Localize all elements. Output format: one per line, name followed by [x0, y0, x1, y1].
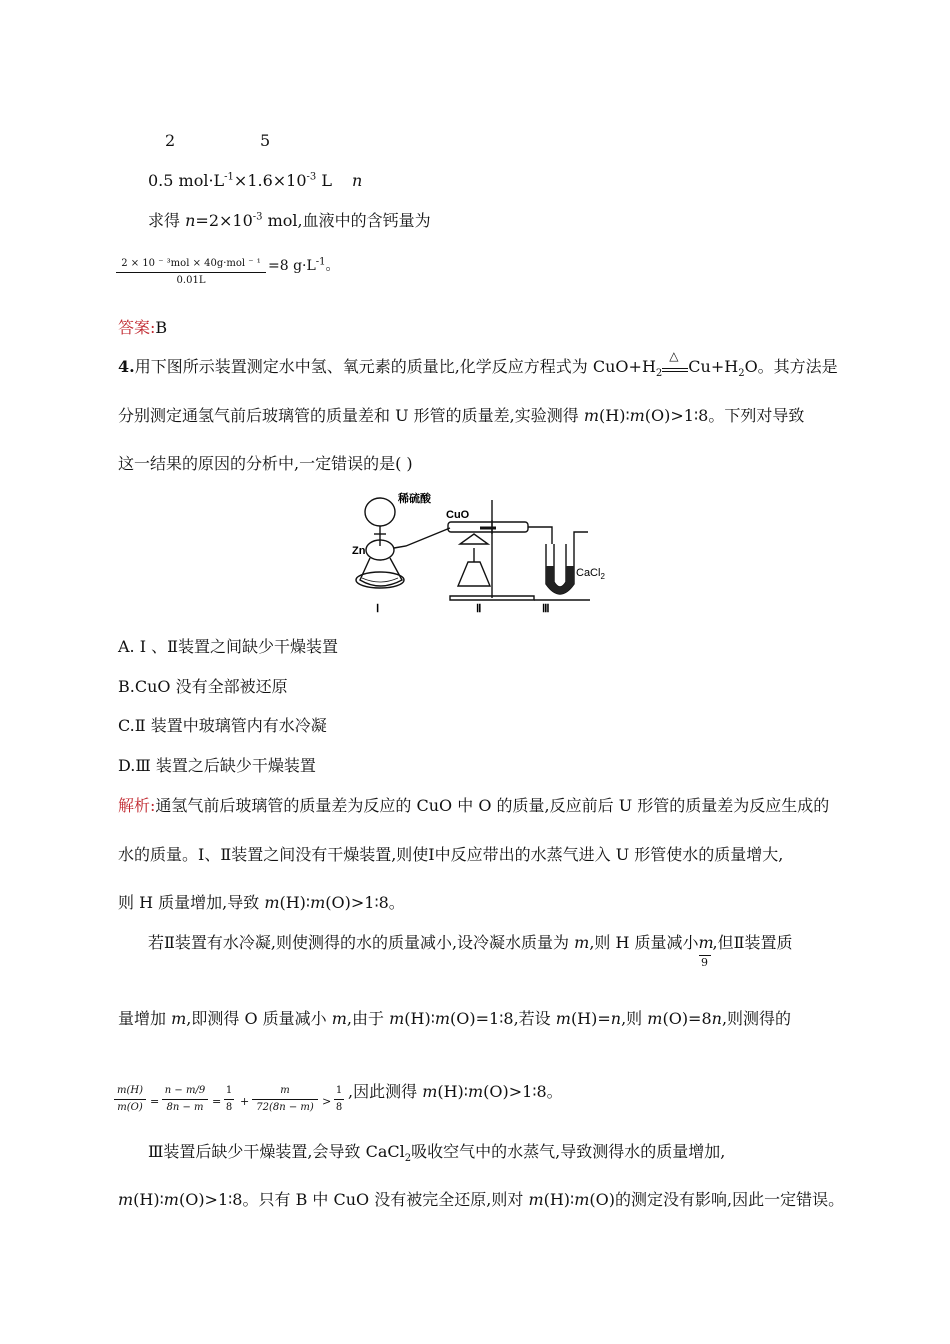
analysis-text: ,则测得的 [721, 1009, 792, 1028]
var-m: m [555, 1009, 571, 1028]
calc-var: n [185, 211, 196, 230]
question-text: 分别测定通氢气前后玻璃管的质量差和 U 形管的质量差,实验测得 [118, 406, 584, 425]
calc-text: 0.5 mol·L [148, 171, 225, 190]
eq-tail [348, 1082, 563, 1102]
eq-fraction-5 [334, 1085, 344, 1114]
eq-fraction-3 [224, 1085, 234, 1114]
analysis-text: ,由于 [346, 1009, 390, 1028]
analysis-p2-line-2 [118, 1009, 791, 1029]
analysis-p3-line-1 [148, 1142, 726, 1165]
calc-sup: -3 [252, 211, 263, 223]
question-line-3: 这一结果的原因的分析中,一定错误的是( ) [118, 454, 413, 473]
label-cacl2-text: CaCl [576, 567, 601, 579]
option-b: B.CuO 没有全部被还原 [118, 677, 288, 696]
heating-equals-sign [662, 349, 688, 372]
calc-text: =2×10 [195, 211, 253, 230]
analysis-text: (O)=8 [662, 1009, 712, 1028]
label-cuo: CuO [446, 509, 470, 521]
analysis-text: (O)>1∶8。只有 B 中 CuO 没有被完全还原,则对 [178, 1190, 529, 1209]
analysis-text: (H)∶ [543, 1190, 575, 1209]
analysis-text: (H)∶ [133, 1190, 164, 1209]
fraction-denominator: 72(8n − m) [256, 1102, 314, 1113]
var-m: m [118, 1190, 134, 1209]
var-n: n [711, 1009, 722, 1028]
label-cacl2-sub: 2 [600, 572, 605, 581]
analysis-line-3 [118, 893, 405, 913]
label-i: Ⅰ [376, 603, 380, 615]
var-n: n [610, 1009, 622, 1028]
calcium-result [268, 256, 340, 276]
eq-fraction-4 [252, 1085, 318, 1114]
analysis-line-2: 水的质量。Ⅰ、Ⅱ装置之间没有干燥装置,则使Ⅰ中反应带出的水蒸气进入 U 形管使水的质量增大, [118, 845, 784, 864]
fraction-bar [116, 272, 266, 273]
delta-icon: △ [669, 349, 679, 363]
question-text: 用下图所示装置测定水中氢、氧元素的质量比,化学反应方程式为 CuO+H [134, 357, 656, 376]
fraction-numerator: n − m/9 [164, 1085, 206, 1096]
fraction-denominator: 8n − m [166, 1102, 204, 1113]
calc-sup: -1 [224, 171, 234, 183]
calc-line-2 [148, 171, 362, 191]
eq-greater: > [322, 1095, 332, 1108]
question-text: (H)∶ [599, 406, 630, 425]
analysis-p3-line-2 [118, 1190, 844, 1210]
var-m: m [647, 1009, 663, 1028]
analysis-text: ,但Ⅱ装置质 [712, 933, 793, 952]
calc-text: 求得 [148, 211, 186, 230]
question-line-2 [118, 406, 804, 426]
analysis-text: 则 H 质量增加,导致 [118, 893, 265, 912]
analysis-text: ,则 H 质量减小 [589, 933, 699, 952]
option-a: A. Ⅰ 、Ⅱ装置之间缺少干燥装置 [118, 637, 339, 656]
answer-label: 答案: [118, 318, 156, 337]
var-m: m [331, 1009, 347, 1028]
analysis-text: (O)>1∶8。 [325, 893, 405, 912]
spirit-lamp [458, 562, 490, 586]
calc-text: mol,血液中的含钙量为 [262, 211, 431, 230]
calc-text: L [316, 171, 333, 190]
var-m: m [467, 1082, 484, 1101]
calc-text: ×1.6×10 [233, 171, 307, 190]
label-cacl2 [576, 567, 605, 581]
analysis-text: (O)>1∶8。 [483, 1082, 563, 1101]
analysis-text: 吸收空气中的水蒸气,导致测得水的质量增加, [411, 1142, 726, 1161]
analysis-p2-line-1 [148, 933, 793, 969]
result-text: =8 g·L [268, 258, 316, 274]
fraction-bar [114, 1099, 146, 1100]
label-iii: Ⅲ [542, 603, 550, 615]
question-number: 4. [118, 357, 135, 376]
eq-plus: + [240, 1095, 250, 1108]
var-m: m [629, 406, 645, 425]
var-m: m [574, 1190, 590, 1209]
funnel-bulb [365, 498, 395, 526]
calc-line-3 [148, 211, 431, 231]
m-over-9-fraction [698, 933, 714, 969]
analysis-text: (O)的测定没有影响,因此一定错误。 [589, 1190, 845, 1209]
fraction-denominator: m(O) [117, 1102, 143, 1113]
var-m: m [310, 893, 326, 912]
u-tube-outlet [574, 532, 588, 544]
analysis-text: (H)∶ [404, 1009, 435, 1028]
question-text: Cu+H [688, 357, 739, 376]
question-line-1 [118, 349, 838, 380]
analysis-text: ,因此测得 [348, 1082, 423, 1101]
fraction-numerator: m(H) [116, 1085, 143, 1096]
fraction-denominator: 9 [699, 955, 711, 970]
liquid-level [362, 578, 398, 582]
fraction-denominator: 8 [335, 1102, 343, 1113]
fraction-bar [334, 1099, 344, 1100]
double-line [662, 368, 688, 372]
subscript: 2 [655, 368, 663, 380]
eq-equals-2: = [212, 1095, 222, 1108]
var-m: m [434, 1009, 451, 1028]
var-m: m [163, 1190, 179, 1209]
analysis-label: 解析: [118, 796, 156, 815]
option-d: D.Ⅲ 装置之后缺少干燥装置 [118, 756, 316, 775]
analysis-text: ,即测得 O 质量减小 [186, 1009, 332, 1028]
question-text: (O)>1∶8。下列对导致 [644, 406, 805, 425]
analysis-text: (H)∶ [279, 893, 311, 912]
outlet-tube [394, 528, 450, 548]
fraction-bar [162, 1099, 208, 1100]
analysis-text: ,则 [621, 1009, 648, 1028]
var-m: m [171, 1009, 187, 1028]
subscript: 2 [404, 1153, 412, 1165]
answer-value: B [155, 318, 168, 337]
var-m: m [422, 1082, 438, 1101]
analysis-text: 若Ⅱ装置有水冷凝,则使测得的水的质量减小,设冷凝水质量为 [148, 933, 575, 952]
fraction-numerator: m [280, 1085, 290, 1096]
fraction-denominator: 0.01L [176, 275, 206, 286]
var-m: m [583, 406, 600, 425]
eq-fraction-1 [114, 1085, 146, 1114]
analysis-text: Ⅲ装置后缺少干燥装置,会导致 CaCl [148, 1142, 405, 1161]
u-tube-inner [554, 544, 566, 587]
option-c: C.Ⅱ 装置中玻璃管内有水冷凝 [118, 716, 327, 735]
apparatus-figure [340, 488, 610, 616]
label-acid: 稀硫酸 [398, 493, 431, 505]
calcium-fraction [116, 258, 266, 287]
analysis-text: (H)∶ [437, 1082, 468, 1101]
coef-left: 2 [165, 131, 176, 150]
analysis-line-1 [118, 796, 829, 816]
calc-var: n [352, 171, 363, 190]
label-ii: Ⅱ [476, 603, 482, 615]
analysis-text: (H)= [570, 1009, 611, 1028]
eq-fraction-2 [162, 1079, 208, 1114]
analysis-text: 通氢气前后玻璃管的质量差为反应的 CuO 中 O 的质量,反应前后 U 形管的质量差为反应生成的 [155, 796, 830, 815]
calc-sup: -3 [306, 171, 317, 183]
coef-right: 5 [260, 131, 271, 150]
flame [460, 534, 488, 544]
fraction-numerator: 2 × 10 ⁻ ³mol × 40g·mol ⁻ ¹ [121, 258, 261, 269]
var-m: m [264, 893, 280, 912]
analysis-text: (O)=1∶8,若设 [450, 1009, 556, 1028]
connector-tube [528, 527, 552, 544]
eq-equals-1: = [150, 1095, 160, 1108]
fraction-bar [224, 1099, 234, 1100]
fraction-denominator: 8 [225, 1102, 233, 1113]
fraction-numerator: m [698, 933, 714, 952]
fraction-numerator: 1 [225, 1085, 233, 1096]
question-text: O。其方法是 [744, 357, 838, 376]
fraction-numerator: 1 [335, 1085, 343, 1096]
label-zn: Zn [352, 545, 366, 557]
var-m: m [389, 1009, 405, 1028]
answer-line [118, 318, 167, 338]
result-end: 。 [325, 258, 340, 274]
fraction-bar [252, 1099, 318, 1100]
subscript: 2 [738, 368, 745, 380]
result-sup: -1 [315, 256, 326, 268]
var-m: m [528, 1190, 544, 1209]
analysis-text: 量增加 [118, 1009, 172, 1028]
var-m: m [574, 933, 590, 952]
